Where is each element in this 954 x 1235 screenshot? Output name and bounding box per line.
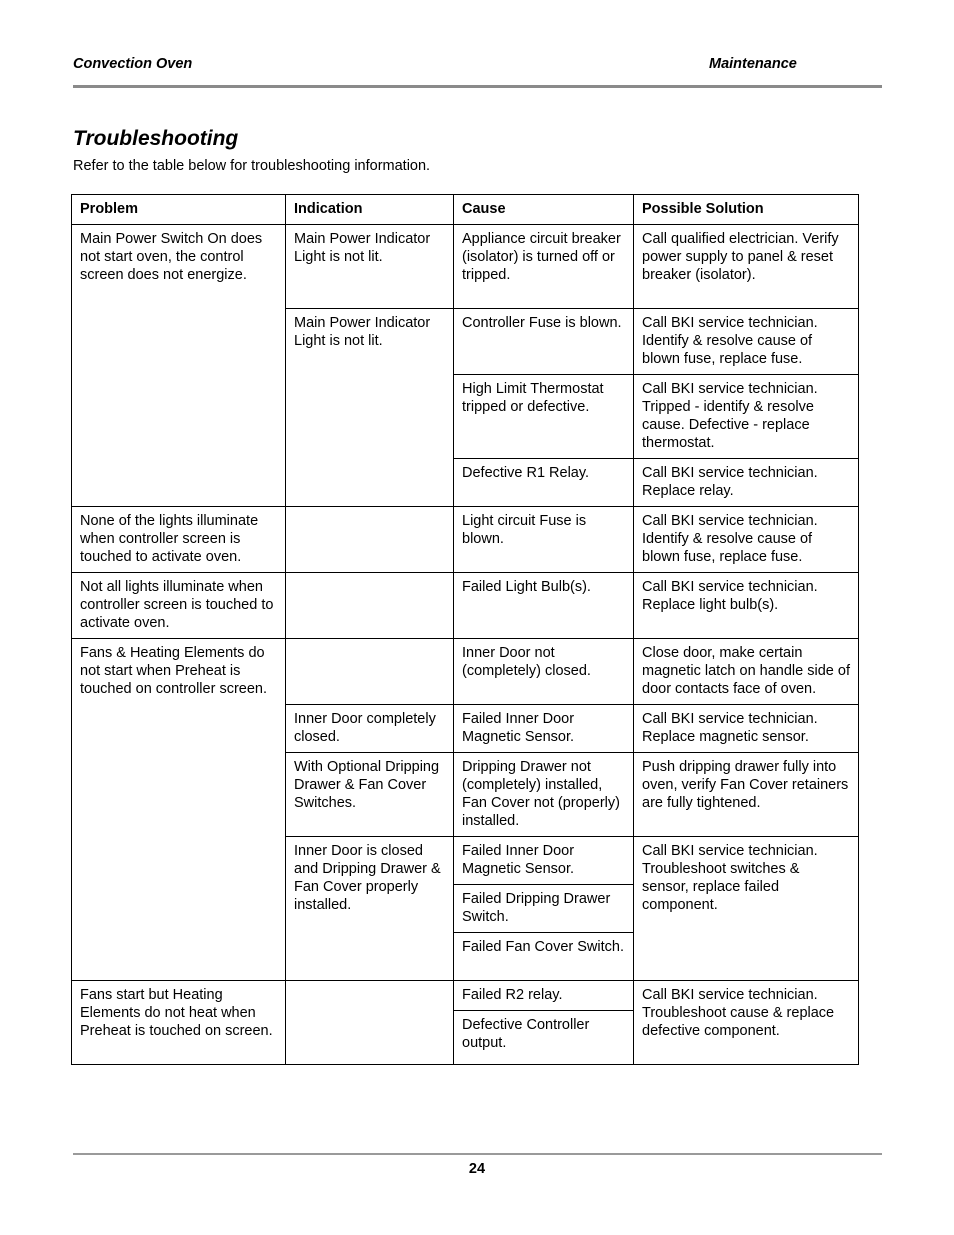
column-header-indication: Indication [286, 195, 454, 225]
table-row [72, 573, 859, 639]
indication-cell: With Optional Dripping Drawer & Fan Cover Switches. [286, 753, 454, 837]
header-right-section: Maintenance [709, 56, 797, 72]
indication-cell: Main Power Indicator Light is not lit. [286, 309, 454, 507]
cause-cell: Failed Fan Cover Switch. [454, 933, 634, 981]
solution-cell: Push dripping drawer fully into oven, verify Fan Cover retainers are fully tightened. [634, 753, 859, 837]
solution-cell: Call BKI service technician. Troubleshoot switches & sensor, replace failed component. [634, 837, 859, 981]
indication-cell [286, 981, 454, 1065]
column-header-cause: Cause [454, 195, 634, 225]
cause-cell: Failed Inner Door Magnetic Sensor. [454, 837, 634, 885]
troubleshooting-table [71, 194, 859, 1065]
table-header-row [72, 195, 859, 225]
column-header-solution: Possible Solution [634, 195, 859, 225]
page-number: 24 [468, 1161, 486, 1177]
cause-cell: Defective Controller output. [454, 1011, 634, 1065]
indication-cell [286, 639, 454, 705]
column-header-problem: Problem [72, 195, 286, 225]
header-left-title: Convection Oven [73, 56, 193, 72]
header-divider [73, 85, 882, 88]
solution-cell: Call BKI service technician. Replace magnetic sensor. [634, 705, 859, 753]
cause-cell: Failed R2 relay. [454, 981, 634, 1011]
problem-cell: Not all lights illuminate when controller screen is touched to activate oven. [72, 573, 286, 639]
problem-cell: Fans start but Heating Elements do not heat when Preheat is touched on screen. [72, 981, 286, 1065]
solution-cell: Close door, make certain magnetic latch on handle side of door contacts face of oven. [634, 639, 859, 705]
problem-cell: Fans & Heating Elements do not start when Preheat is touched on controller screen. [72, 639, 286, 981]
page-title: Troubleshooting [73, 127, 239, 150]
intro-text: Refer to the table below for troubleshooting information. [73, 158, 431, 174]
cause-cell: Controller Fuse is blown. [454, 309, 634, 375]
cause-cell: Failed Light Bulb(s). [454, 573, 634, 639]
cause-cell: Failed Dripping Drawer Switch. [454, 885, 634, 933]
cause-cell: Appliance circuit breaker (isolator) is turned off or tripped. [454, 225, 634, 309]
solution-cell: Call BKI service technician. Replace light bulb(s). [634, 573, 859, 639]
solution-cell: Call BKI service technician. Replace relay. [634, 459, 859, 507]
solution-cell: Call BKI service technician. Troubleshoot cause & replace defective component. [634, 981, 859, 1065]
cause-cell: Failed Inner Door Magnetic Sensor. [454, 705, 634, 753]
indication-cell [286, 573, 454, 639]
solution-cell: Call BKI service technician. Identify & resolve cause of blown fuse, replace fuse. [634, 507, 859, 573]
cause-cell: High Limit Thermostat tripped or defective. [454, 375, 634, 459]
cause-cell: Defective R1 Relay. [454, 459, 634, 507]
problem-cell: None of the lights illuminate when controller screen is touched to activate oven. [72, 507, 286, 573]
footer-divider [73, 1153, 882, 1155]
table-row [72, 981, 859, 1011]
cause-cell: Dripping Drawer not (completely) installed, Fan Cover not (properly) installed. [454, 753, 634, 837]
solution-cell: Call BKI service technician. Tripped - identify & resolve cause. Defective - replace thermostat. [634, 375, 859, 459]
table-row [72, 225, 859, 309]
solution-cell: Call BKI service technician. Identify & resolve cause of blown fuse, replace fuse. [634, 309, 859, 375]
solution-cell: Call qualified electrician. Verify power supply to panel & reset breaker (isolator). [634, 225, 859, 309]
indication-cell [286, 507, 454, 573]
indication-cell: Inner Door completely closed. [286, 705, 454, 753]
indication-cell: Main Power Indicator Light is not lit. [286, 225, 454, 309]
table-row [72, 507, 859, 573]
cause-cell: Light circuit Fuse is blown. [454, 507, 634, 573]
cause-cell: Inner Door not (completely) closed. [454, 639, 634, 705]
problem-cell: Main Power Switch On does not start oven, the control screen does not energize. [72, 225, 286, 507]
indication-cell: Inner Door is closed and Dripping Drawer & Fan Cover properly installed. [286, 837, 454, 981]
table-row [72, 639, 859, 705]
